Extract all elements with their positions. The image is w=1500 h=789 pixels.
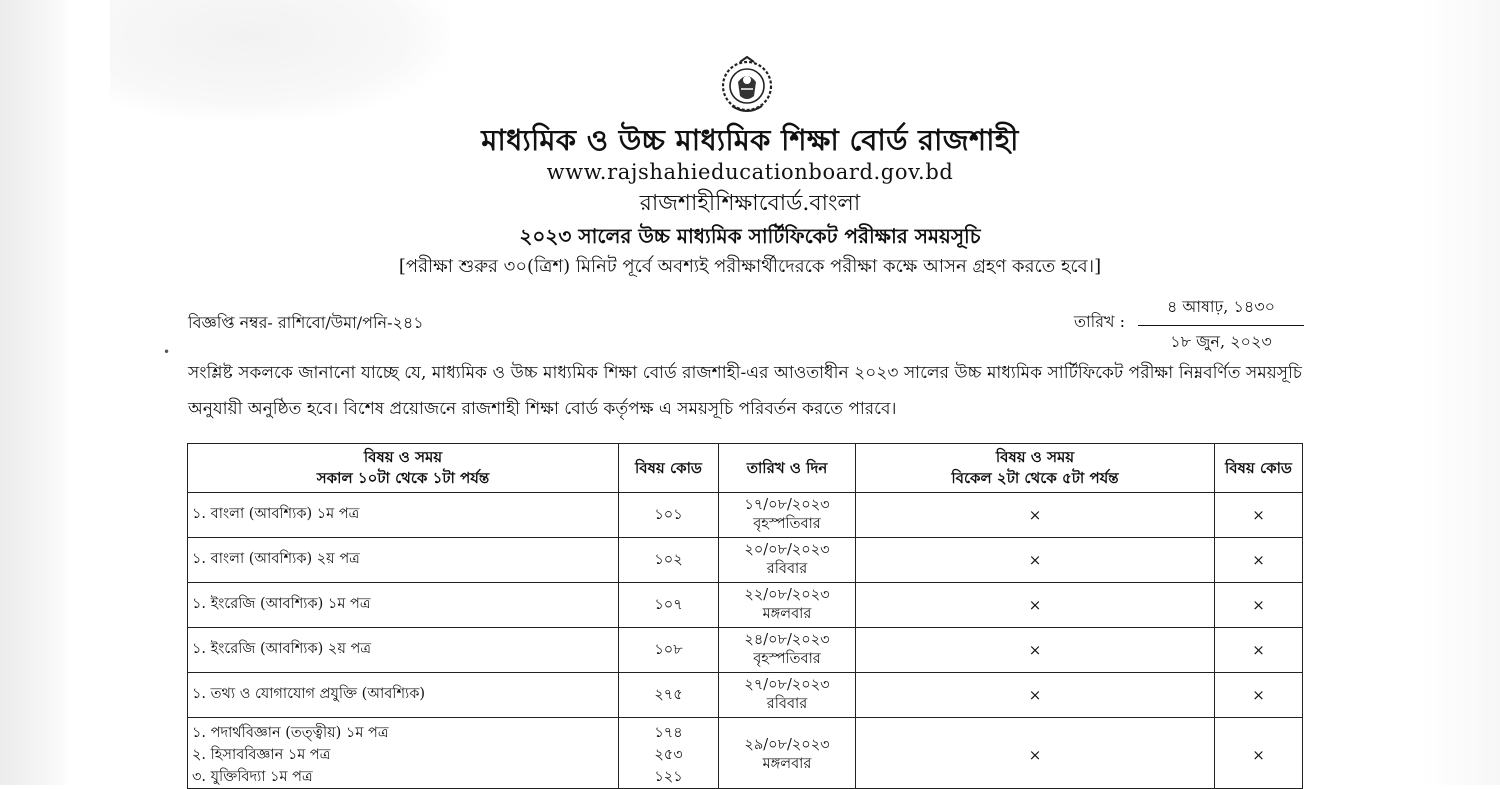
row-subject: ২. হিসাববিজ্ঞান ১ম পত্র: [192, 747, 331, 763]
table-row: [188, 718, 1303, 789]
row-subject: ১. বাংলা (আবশ্যিক) ১ম পত্র: [188, 493, 619, 538]
row-code: ১২১: [654, 769, 683, 785]
row-code: ১০১: [619, 493, 719, 538]
table-row: [188, 583, 1303, 628]
header-date-day: তারিখ ও দিন: [719, 444, 856, 493]
date-bengali-calendar: ৪ আষাঢ়, ১৪৩০: [1138, 294, 1304, 326]
header-morning-time: সকাল ১০টা থেকে ১টা পর্যন্ত: [316, 469, 490, 487]
row-day: বৃহস্পতিবার: [753, 516, 821, 532]
row-afternoon-subject: ×: [856, 673, 1215, 718]
row-date-cell: [719, 493, 856, 538]
row-date-cell: [719, 718, 856, 789]
row-code: ২৭৫: [619, 673, 719, 718]
row-code: ১০৭: [619, 583, 719, 628]
row-subject: ১. পদার্থবিজ্ঞান (তত্ত্বীয়) ১ম পত্র: [192, 725, 389, 741]
header-morning-subject-label: বিষয় ও সময়: [363, 448, 443, 466]
row-code: ১০২: [619, 538, 719, 583]
row-date: ২২/০৮/২০২৩: [744, 587, 830, 603]
schedule-title: ২০২৩ সালের উচ্চ মাধ্যমিক সার্টিফিকেট পরীক্ষার সময়সূচি: [519, 224, 981, 248]
notice-number: বিজ্ঞপ্তি নম্বর- রাশিবো/উমা/পনি-২৪১: [188, 313, 424, 332]
header-afternoon-time: বিকেল ২টা থেকে ৫টা পর্যন্ত: [951, 469, 1119, 487]
row-afternoon-subject: ×: [856, 583, 1215, 628]
row-code: ১৭৪: [654, 725, 683, 741]
row-afternoon-code: ×: [1215, 583, 1303, 628]
page-shadow-left: [0, 0, 68, 785]
row-date-cell: [719, 583, 856, 628]
row-date: ২৯/০৮/২০২৩: [744, 737, 830, 753]
row-afternoon-subject: ×: [856, 718, 1215, 789]
date-english-calendar: ১৮ জুন, ২০২৩: [1170, 332, 1272, 351]
row-subject: ১. তথ্য ও যোগাযোগ প্রযুক্তি (আবশ্যিক): [188, 673, 619, 718]
row-date: ১৭/০৮/২০২৩: [744, 497, 830, 513]
header-afternoon-subject: [856, 444, 1215, 493]
row-date: ২৭/০৮/২০২৩: [744, 677, 830, 693]
board-website: www.rajshahieducationboard.gov.bd: [546, 160, 954, 184]
board-title: মাধ্যমিক ও উচ্চ মাধ্যমিক শিক্ষা বোর্ড রাজশাহী: [481, 123, 1019, 157]
header-subject-code: বিষয় কোড: [619, 444, 719, 493]
table-row: [188, 673, 1303, 718]
row-afternoon-code: ×: [1215, 538, 1303, 583]
header-subject-code-2: বিষয় কোড: [1215, 444, 1303, 493]
exam-instruction: [পরীক্ষা শুরুর ৩০(ত্রিশ) মিনিট পূর্বে অবশ্যই পরীক্ষার্থীদেরকে পরীক্ষা কক্ষে আসন গ্রহণ করতে হবে।]: [398, 256, 1102, 277]
board-seal-icon: [718, 56, 776, 116]
row-date: ২৪/০৮/২০২৩: [744, 632, 830, 648]
row-day: মঙ্গলবার: [762, 756, 812, 772]
row-subject: ১. বাংলা (আবশ্যিক) ২য় পত্র: [188, 538, 619, 583]
board-website-bangla: রাজশাহীশিক্ষাবোর্ড.বাংলা: [639, 191, 861, 216]
row-afternoon-subject: ×: [856, 538, 1215, 583]
row-date-cell: [719, 538, 856, 583]
table-row: [188, 628, 1303, 673]
header-morning-subject: [188, 444, 619, 493]
row-afternoon-code: ×: [1215, 673, 1303, 718]
row-code: ১০৮: [619, 628, 719, 673]
row-date-cell: [719, 673, 856, 718]
row-day: রবিবার: [766, 561, 808, 577]
page-shadow-right: [1420, 0, 1500, 785]
row-day: রবিবার: [766, 696, 808, 712]
row-afternoon-subject: ×: [856, 628, 1215, 673]
table-header-row: [188, 444, 1303, 493]
row-subject-list: [188, 718, 619, 789]
exam-schedule-table: [187, 443, 1303, 789]
table-row: [188, 493, 1303, 538]
table-row: [188, 538, 1303, 583]
row-day: বৃহস্পতিবার: [753, 651, 821, 667]
row-subject: ১. ইংরেজি (আবশ্যিক) ১ম পত্র: [188, 583, 619, 628]
row-afternoon-subject: ×: [856, 493, 1215, 538]
row-code-list: [619, 718, 719, 789]
row-subject: ১. ইংরেজি (আবশ্যিক) ২য় পত্র: [188, 628, 619, 673]
row-date: ২০/০৮/২০২৩: [744, 542, 830, 558]
date-label: তারিখ :: [1074, 312, 1126, 331]
row-day: মঙ্গলবার: [762, 606, 812, 622]
intro-paragraph: সংশ্লিষ্ট সকলকে জানানো যাচ্ছে যে, মাধ্যমিক ও উচ্চ মাধ্যমিক শিক্ষা বোর্ড রাজশাহী-এর আওতাধীন ২০২৩ সালের উচ্চ মাধ্যমিক সার্টিফিকেট পরীক্ষা নিম্নবর্ণিত সময়সূচি অনুযায়ী অনুষ্ঠিত হবে। বিশেষ প্রয়োজনে রাজশাহী শিক্ষা বোর্ড কর্তৃপক্ষ এ সময়সূচি পরিবর্তন করতে পারবে।: [188, 363, 1302, 419]
header-afternoon-subject-label: বিষয় ও সময়: [995, 448, 1075, 466]
row-afternoon-code: ×: [1215, 718, 1303, 789]
row-date-cell: [719, 628, 856, 673]
notice-date: [1138, 294, 1304, 356]
row-afternoon-code: ×: [1215, 628, 1303, 673]
page-smudge: [110, 0, 450, 120]
margin-mark: •: [163, 345, 171, 359]
row-code: ২৫৩: [654, 747, 683, 763]
row-afternoon-code: ×: [1215, 493, 1303, 538]
row-subject: ৩. যুক্তিবিদ্যা ১ম পত্র: [192, 769, 313, 785]
